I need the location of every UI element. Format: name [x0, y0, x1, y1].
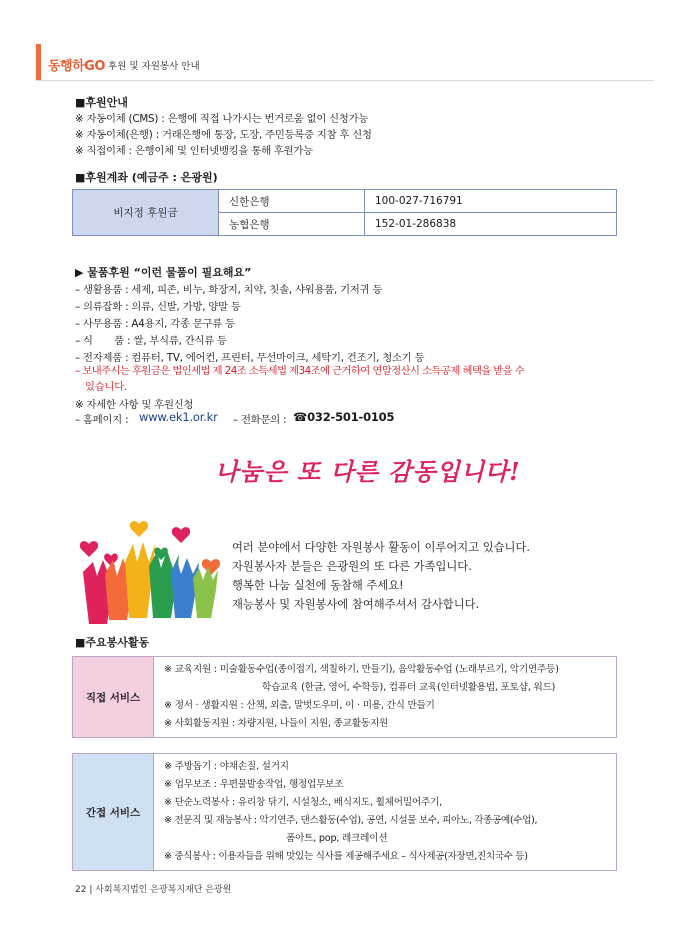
intro-line: 여러 분야에서 다양한 자원봉사 활동이 이루어지고 있습니다. [232, 541, 530, 554]
goods-line: – 생활용품 : 세제, 피존, 비누, 화장지, 치약, 칫솔, 샤워용품, 기저귀 등 [75, 284, 383, 296]
volunteer-table [72, 656, 617, 871]
homepage-label: – 홈페이지 : [75, 414, 129, 426]
service-item: 폼아트, pop, 레크레이션 [286, 833, 388, 844]
header-subtitle: 후원 및 자원봉사 안내 [108, 61, 200, 72]
bank-name: 신한은행 [219, 190, 365, 213]
service-item: ※ 중식봉사 : 이용자들을 위해 맛있는 식사를 제공해주세요 – 식사제공(자장면,진치국수 등) [164, 851, 528, 862]
service-item: ※ 주방돕기 : 야채손질, 설거지 [164, 761, 289, 772]
service-item: ※ 단순노력봉사 : 유리창 닦기, 시설청소, 배식지도, 휠체어밀어주기, [164, 797, 442, 808]
account-title: ■후원계좌 (예금주 : 은광원) [75, 171, 218, 184]
service-item: 학습교육 (한글, 영어, 수학등), 컴퓨터 교육(인터넷활용법, 포토샵, 워드) [262, 682, 556, 693]
goods-line: – 의류잡화 : 의류, 신발, 가방, 양말 등 [75, 301, 241, 313]
sponsorship-line: ※ 자동이체(은행) : 거래은행에 통장, 도장, 주민등록증 지참 후 신청 [75, 129, 372, 141]
intro-line: 재능봉사 및 자원봉사에 참여해주셔서 감사합니다. [232, 598, 480, 611]
service-item: ※ 교육지원 : 미술활동수업(종이접기, 색칠하기, 만들기), 음악활동수업 (노래부르기, 악기연주등) [164, 664, 559, 675]
goods-line: – 전자제품 : 컴퓨터, TV, 에어컨, 프린터, 무선마이크, 세탁기, 건조기, 청소기 등 [75, 352, 425, 364]
header-divider [36, 80, 654, 81]
tax-notice-cont: 있습니다. [85, 381, 128, 393]
bank-name: 농협은행 [219, 213, 365, 236]
account-label: 비지정 후원금 [73, 190, 219, 236]
account-table [72, 189, 617, 236]
sponsorship-line: ※ 자동이체 (CMS) : 은행에 직접 나가시는 번거로움 없이 신청가능 [75, 113, 369, 125]
page-footer: 22 | 사회복지법인 은광복지재단 은광원 [75, 885, 232, 895]
service-item: ※ 전문직 및 재능봉사 : 악기연주, 댄스활동(수업), 공연, 시설물 보수, 피아노, 각종공예(수업), [164, 815, 538, 826]
header-brand: 동행하GO [48, 59, 105, 74]
service-item: ※ 업무보조 : 우편물발송작업, 행정업무보조 [164, 779, 344, 790]
sponsorship-line: ※ 직접이체 : 은행이체 및 인터넷뱅킹을 통해 후원가능 [75, 145, 313, 157]
sponsorship-title: ■후원안내 [75, 96, 128, 109]
goods-title: ▶ 물품후원 “이런 물품이 필요해요” [75, 266, 252, 279]
tax-notice: – 보내주시는 후원금은 법인세법 제 24조 소득세법 제34조에 근거하여 연말정산시 소득공제 혜택을 받을 수 [75, 365, 525, 377]
account-number: 100-027-716791 [365, 190, 617, 213]
account-number: 152-01-286838 [365, 213, 617, 236]
goods-line: – 식 품 : 쌀, 부식류, 간식류 등 [75, 335, 227, 347]
volunteer-title: ■주요봉사활동 [75, 636, 150, 649]
direct-service-label: 직접 서비스 [73, 657, 154, 738]
homepage-link[interactable]: www.ek1.or.kr [139, 410, 218, 424]
phone-label: – 전화문의 : [233, 414, 287, 426]
hand-shapes [83, 542, 218, 624]
contact-title: ※ 자세한 사항 및 후원신청 [75, 399, 194, 411]
phone-number: ☎032-501-0105 [293, 410, 395, 424]
intro-line: 행복한 나눔 실천에 동참해 주세요! [232, 579, 404, 592]
indirect-service-items [154, 754, 617, 871]
slogan: 나눔은 또 다른 감동입니다! [215, 457, 521, 486]
hands-hearts-illustration [75, 512, 225, 627]
intro-line: 자원봉사자 분들은 은광원의 또 다른 가족입니다. [232, 560, 472, 573]
direct-service-items [154, 657, 617, 738]
goods-line: – 사무용품 : A4용지, 각종 문구류 등 [75, 318, 235, 330]
indirect-service-label: 간접 서비스 [73, 754, 154, 871]
service-item: ※ 사회활동지원 : 차량지원, 나들이 지원, 종교활동지원 [164, 718, 389, 729]
header-accent-bar [36, 44, 41, 80]
service-item: ※ 정서 · 생활지원 : 산책, 외출, 말벗도우미, 이 · 미용, 간식 만들기 [164, 700, 435, 711]
